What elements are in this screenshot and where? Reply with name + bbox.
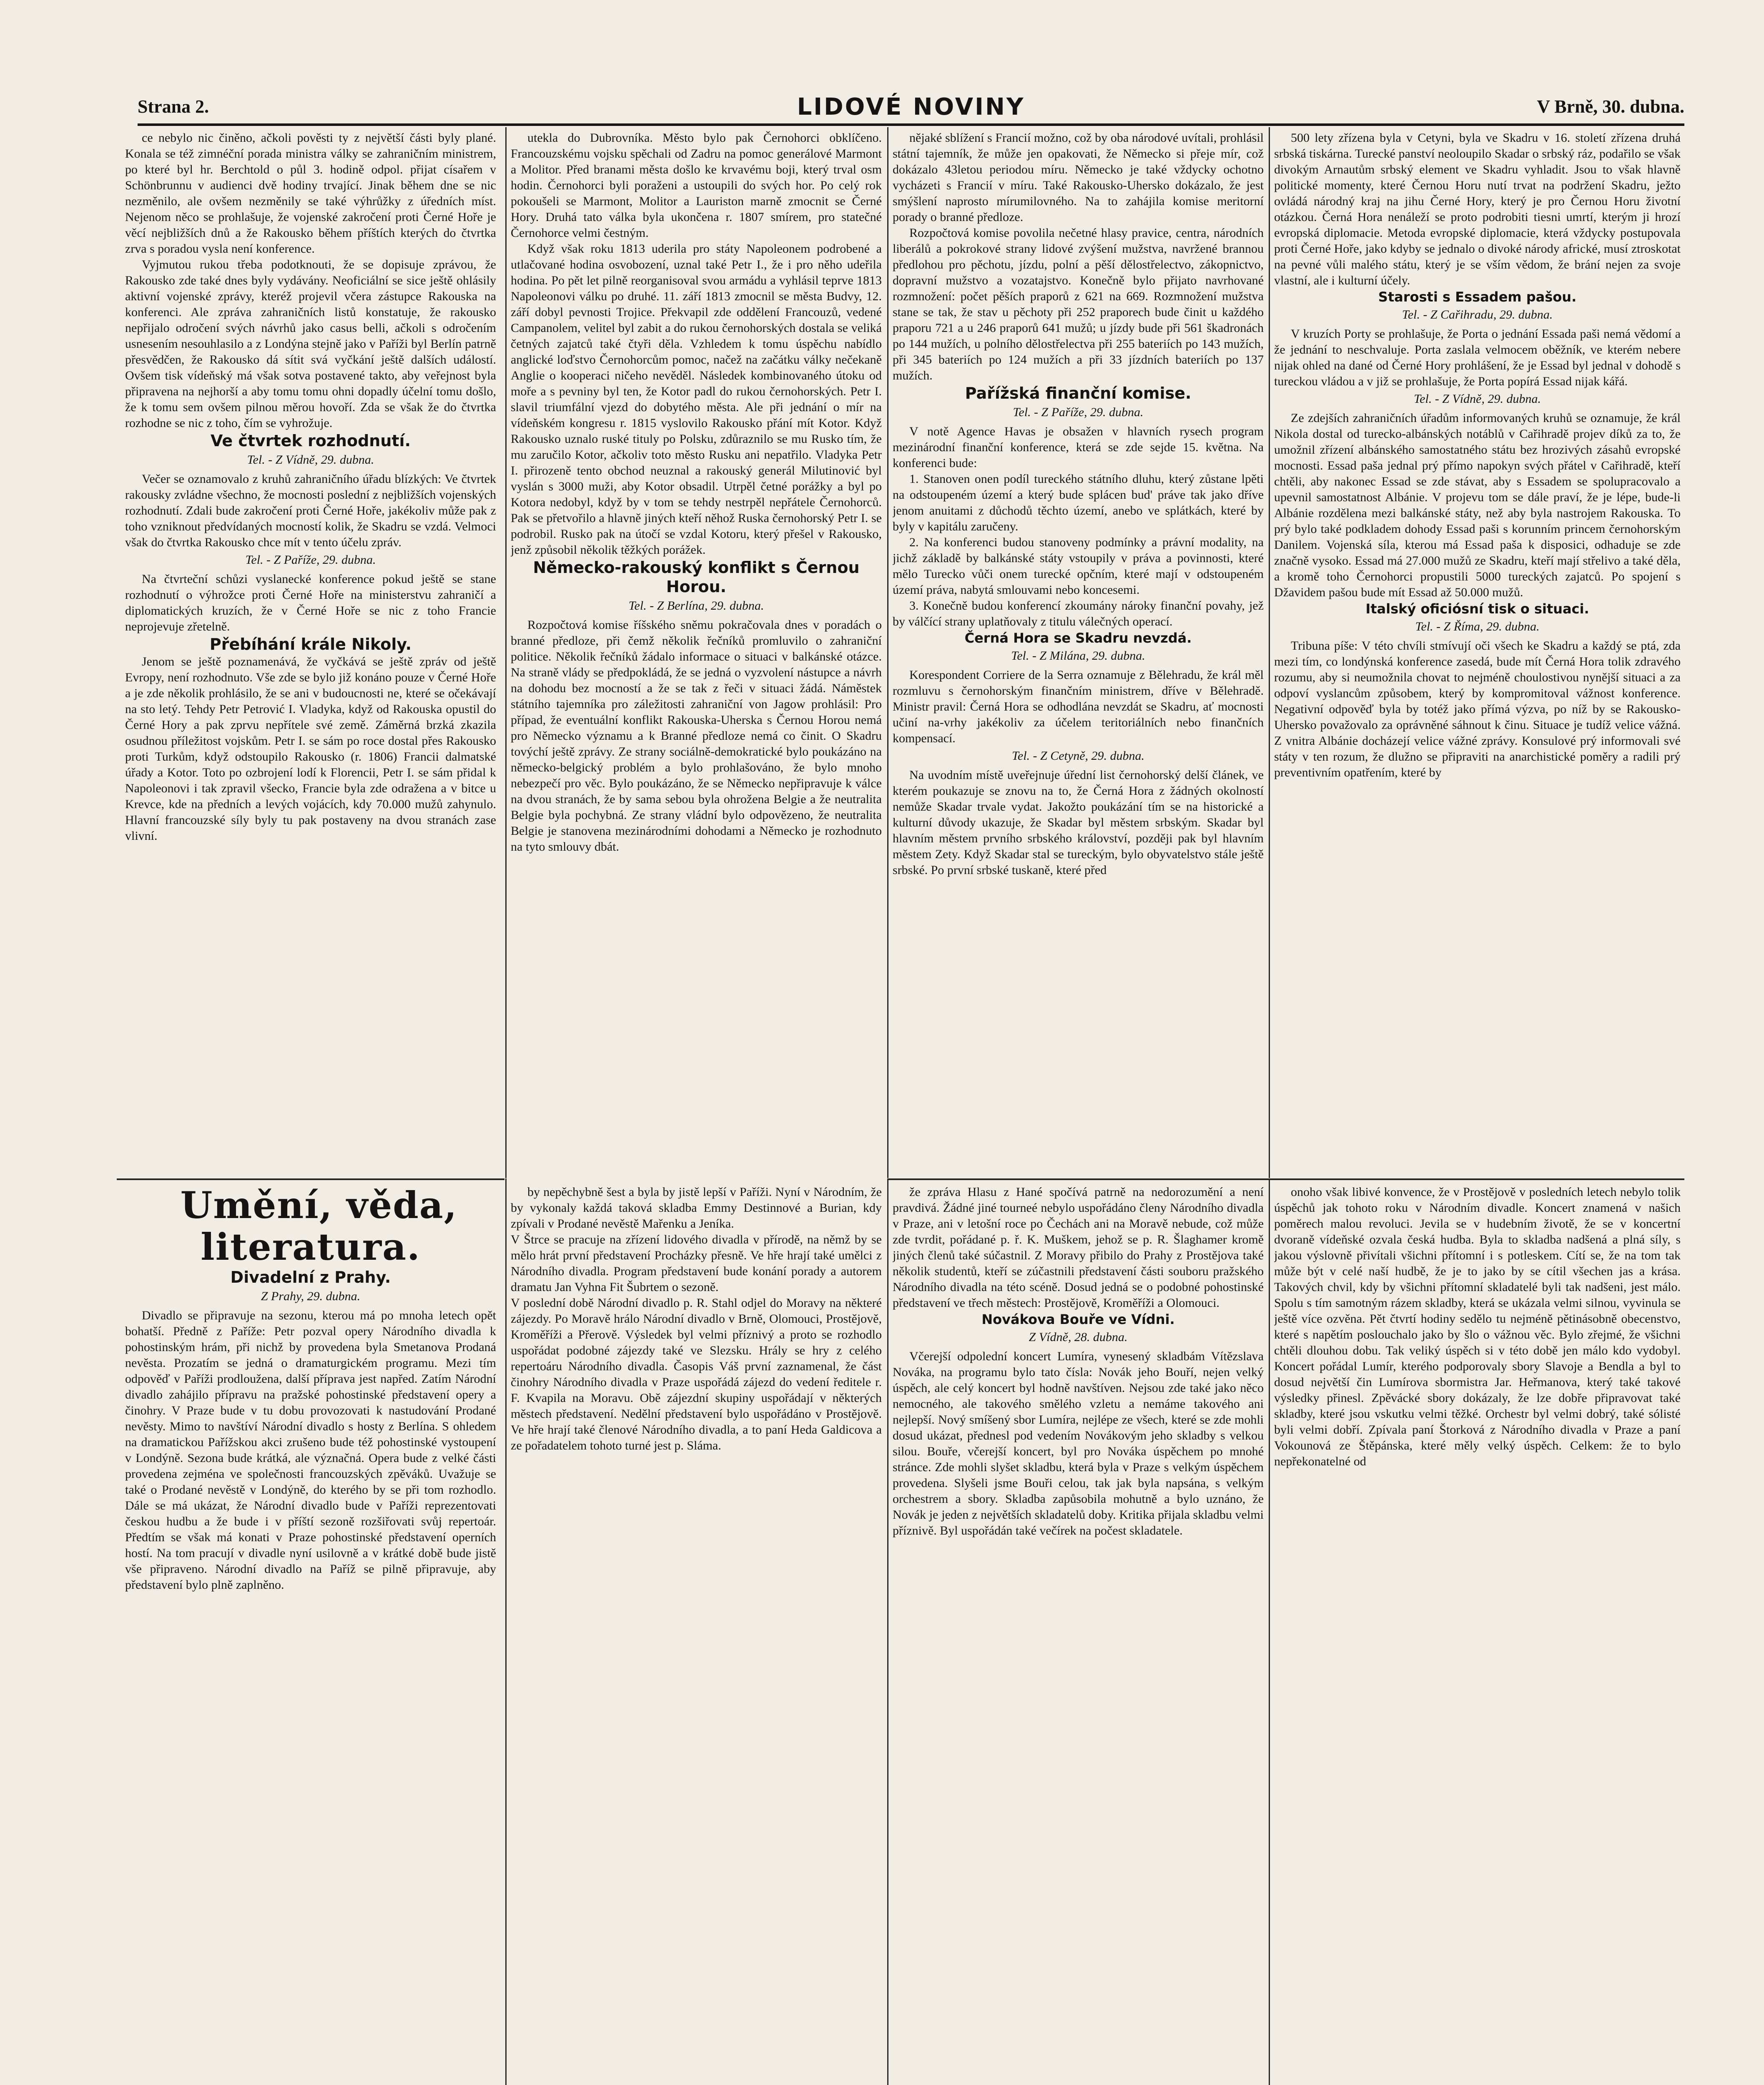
header-rule [138, 123, 1684, 126]
article-headline: Černá Hora se Skadru nevzdá. [964, 630, 1192, 646]
masthead-title: LIDOVÉ NOVINY [797, 93, 1025, 121]
lower-column-4 [1274, 1184, 1681, 2085]
lower-column-2 [511, 1184, 882, 2085]
article-paragraph: 3. Konečně budou konferencí zkoumány nároky finanční povahy, jež by válčící strany uplatňovaly z titulu válečných operací. [893, 599, 1264, 628]
dateline: Z Prahy, 29. dubna. [261, 1289, 361, 1303]
article-headline: Pařížská finanční komise. [965, 384, 1192, 402]
dateline: Tel. - Z Berlína, 29. dubna. [628, 599, 764, 613]
column-divider [1269, 1178, 1270, 2085]
lower-column-1 [125, 1184, 496, 2085]
dateline: Tel. - Z Říma, 29. dubna. [1415, 620, 1540, 633]
page-header [138, 93, 1684, 123]
column-divider [887, 127, 888, 1178]
article-headline: Starosti s Essadem pašou. [1378, 289, 1577, 305]
article-paragraph: ce nebylo nic činěno, ačkoli pověsti ty z největší části byly plané. Konala se též zimnéční porada ministra války se zahraničním ministrem, po které byl hr. Berchtold o půl 3. hodině odpol. přijat císařem v Schönbrunnu v audienci dvě hodiny trvající. Jinak během dne se nic nezměnilo, ale ovšem nezměnily se také výhrůžky z úředních míst. Nejenom něco se prohlašuje, že vojenské zakročení proti Černé Hoře je věcí nejbližších dnů a že Rakousko během příštích kterých do čtvrtka zrva s poradou vysla není konference. [125, 131, 496, 256]
section-divider [887, 1178, 1684, 1180]
dateline: Tel. - Z Paříže, 29. dubna. [245, 553, 376, 567]
article-headline: Divadelní z Prahy. [230, 1268, 391, 1286]
dateline: Tel. - Z Cařihradu, 29. dubna. [1402, 308, 1553, 322]
column-divider [505, 1178, 507, 2085]
article-paragraph: Večer se oznamovalo z kruhů zahraničního úřadu blízkých: Ve čtvrtek rakousky zvládne všechno, že mocnosti poslední z nejbližších vojenských rozhodnutí. Zdali bude zakročení proti Černé Hoře, jakékoliv může pak z toho vzniknout předvídaných mocností kolik, že Skadru se vzdá. Velmoci však do čtvrtka Rakousko chce mít v tento účelu zpráv. [125, 472, 496, 549]
article-paragraph: 500 lety zřízena byla v Cetyni, byla ve Skadru v 16. století zřízena druhá srbská tiskárna. Turecké panství neoloupilo Skadar o srbský ráz, podařilo se však divokým Arnautům srbský element ve Skadru vyhladit. Jsou to však hlavně politické momenty, které Černou Horu nutí trvat na podržení Skadru, ježto ovládá národný kraj na jihu Černé Hory, který je pro Černou Horu životní otázkou. Černá Hora nenáleží se proto podrobiti tiesni umrtí, kterým ji hrozí evropská diplomacie. Metoda evropské diplomacie, která vždycky postupovala proti Černé Hoře, jako kdyby se jednalo o divoké národy africké, musí ztroskotat na pevné vůli malého státu, který je se vším vědom, že brání nejen za svoje vlastní, ale i kulturní účely. [1274, 131, 1681, 287]
column-divider [887, 1178, 888, 2085]
section-divider [117, 1178, 504, 1180]
article-paragraph: nějaké sblížení s Francií možno, což by oba národové uvítali, prohlásil státní tajemník, že může jen opakovati, že Německo si přeje mír, což dokázalo 43letou periodou míru. Německo je také vždycky ochotno vycházeti s Francií v míru. Také Rakousko-Uhersko dokázalo, že jest smýšlení naprosto mírumilovného. Na to zahájila komise meritorní porady o branné předloze. [893, 131, 1264, 224]
article-paragraph: Ze zdejších zahraničních úřadům informovaných kruhů se oznamuje, že král Nikola dostal od turecko-albánských notáblů v Cařihradě projev díků za to, že umožnil zřízení albánského samostatného státu bez hrozivých zásahů evropské mocnosti. Essad paša jednal prý přímo napokyn svých přátel v Cařihradě, kteří chtěli, aby nakonec Essad se zde stávat, aby s Essadem se spolupracovalo a upevnil samostatnost Albánie. V projevu tom se dále praví, že je lépe, bude-li Albánie rozdělena mezi balkánské státy, než aby byla nastrojem Rakouska. To prý bylo také podkladem dohody Essad paši s korunním princem černohorským Danilem. Vojenská síla, kterou má Essad paša k disposici, odhaduje se zde značně vysoko. Essad má 27.000 mužů ze Skadru, kteří mají střelivo a také děla, a kromě toho Černohorci propustili 5000 tureckých zajatců. Po spojení s Džavidem pašou bude mít Essad až 50.000 mužů. [1274, 411, 1681, 599]
column-divider [1269, 127, 1270, 1178]
article-paragraph: utekla do Dubrovníka. Město bylo pak Černohorci obklíčeno. Francouzskému vojsku spěchali od Zadru na pomoc generálové Marmont a Molitor. Před branami města došlo ke krvavému boji, který trval osm hodin. Černohorci byli poraženi a ustoupili do svých hor. Po celý rok pokoušeli se Marmont, Molitor a Lauriston marně zmocnit se Černé Hory. Druhá tato válka byla ukončena r. 1807 smírem, pro statečné Černohorce velmi čestným. [511, 131, 882, 240]
column-divider [505, 127, 507, 1178]
article-headline: Novákova Bouře ve Vídni. [981, 1311, 1175, 1327]
dateline: Tel. - Z Cetyně, 29. dubna. [1011, 749, 1145, 763]
lower-column-3 [893, 1184, 1264, 2085]
article-paragraph: onoho však libivé konvence, že v Prostějově v posledních letech nebylo tolik úspěchů jak tohoto roku v Národním divadle. Koncert znamená v našich poměrech malou revoluci. Jevila se v hudebním životě, že se v koncertní dvoraně vídeňské ozvala česká hudba. Byla to skladba nadšená a plná síly, s jakou výslovně přivítali všichni přítomní i s potleskem. Cítí se, že na tom tak může být v celé naší hudbě, že je to jako by se cítil všechen jas a krása. Takových chvil, kdy by všichni přítomní skladatelé byli tak nadšeni, jest málo. Spolu s tím samotným rázem skladby, která se ukázala velmi silnou, vyvinula se ještě více ozvěna. Pět čtvrtí hodiny sedělo tu nejméně pětinásobně obecenstvo, které s napětím poslouchalo jako by šlo o vážnou věc. Bylo zřejmé, že všichni chtěli dlouhou dobu. Tak veliký úspěch si v této době jen málo kdo vydobyl. Koncert pořádal Lumír, kterého podporovaly sbory Slavoje a Bendla a byl to dosud největší čin Lumírova sbormistra Jar. Heřmanova, který také takové výsledky přinesl. Zpěvácké sbory dokázaly, že lze dobře připravovat také skladby, které jsou vskutku velmi těžké. Orchestr byl velmi dobrý, také sólisté byli velmi dobří. Zpívala paní Štorková z Národního divadla v Praze a paní Vokounová ze Štěpánska, které měly velký úspěch. Celkem: že to bylo nepřekonatelné od [1274, 1185, 1681, 1468]
article-headline: Přebíhání krále Nikoly. [209, 635, 412, 653]
article-paragraph: že zpráva Hlasu z Hané spočívá patrně na nedorozumění a není pravdivá. Žádné jiné tourneé nebylo uspořádáno členy Národního divadla v Praze, ani v letošní roce po Čechách ani na Moravě nebude, což může zde tvrdit, pořádané p. ř. K. Muškem, jehož se p. R. Šlaghamer kromě jiných členů také súčastnil. Z Moravy přibilo do Prahy z Prostějova také několik studentů, kteří se zúčastnili představení části souboru pražského Národního divadla na této scéně. Dosud jedná se o podobné pohostinské představení ve třech městech: Prostějově, Kroměříži a Olomouci. [893, 1185, 1264, 1310]
article-paragraph: 2. Na konferenci budou stanoveny podmínky a právní modality, na jichž základě by balkánské státy vstoupily v práva a povinnosti, které mělo Turecko vůči onem turecké opčním, které mají v odstoupeném území práva, nabytá smlouvami nebo koncesemi. [893, 535, 1264, 597]
column-2 [511, 130, 882, 1175]
article-paragraph: Divadlo se připravuje na sezonu, kterou má po mnoha letech opět bohatší. Předně z Paříže: Petr pozval opery Národního divadla k pohostinským hrám, při nichž by provedena byla Smetanova Prodaná nevěsta. Prozatím se jedná o dramaturgickém programu. Mezi tím odpověď v Paříži prodloužena, další příprava jest napřed. Zatím Národní divadlo zahájilo přípravu na pražské pohostinské představení opery a činohry. V Praze bude v tu dobu provozovati k nastudování Prodané nevěsty. Mimo to navštíví Národní divadlo s hosty z Berlína. S ohledem na dramatickou Pařížskou akci zrušeno bude též pohostinské vystoupení v Londýně. Sezona bude krátká, ale význačná. Opera bude z velké části provedena zejména ve společnosti francouzských zpěváků. Uvažuje se také o Prodané nevěstě v Londýně, do kterého by se při tom rozhodlo. Dále se má ukázat, že Národní divadlo bude v Paříži reprezentovati českou hudbu a že bude i v příští sezoně rozšiřovati svůj repertoár. Předtím se však má konati v Praze pohostinské představení operních hostí. Na tom pracují v divadle nyní usilovně a v krátké době bude jistě vše připraveno. Národní divadlo na Paříž se pilně připravuje, aby představení bylo plně zaplněno. [125, 1309, 496, 1592]
dateline: Tel. - Z Paříže, 29. dubna. [1013, 405, 1144, 419]
column-4 [1274, 130, 1681, 1175]
article-paragraph: Tribuna píše: V této chvíli stmívují oči všech ke Skadru a každý se ptá, zda mezi tím, co londýnská konference zasedá, bude mít Černá Hora tolik zdravého rozumu, aby si neumožnila chovat to nejméně choulostivou nynější situaci a za odpoví vyslancům způsobem, který by kompromitoval vážnost konference. Negativní odpověď byla by totéž jako přímá výzva, po níž by se Rakousko-Uhersko považovalo za oprávněné sáhnout k činu. Situace je tudíž velice vážná. Z vnitra Albánie docházejí velice vážné zprávy. Konsulové prý informovali své státy v ten rozum, že dlužno se připraviti na anarchistické poměry a radili prý preventivním opatřením, které by [1274, 639, 1681, 779]
article-paragraph: Na čtvrteční schůzi vyslanecké konference pokud ještě se stane rozhodnutí o výhrožce proti Černé Hoře na ministerstvu zahraničí a diplomatických kruzích, že v Černé Hoře se nic z toho Francie neprojevuje zřetelně. [125, 572, 496, 633]
dateline: Tel. - Z Vídně, 29. dubna. [1414, 392, 1541, 406]
article-paragraph: V kruzích Porty se prohlašuje, že Porta o jednání Essada paši nemá vědomí a že jednání to neschvaluje. Porta zaslala velmocem oběžník, ve kterém nebere nijak ohled na dané od Černé Hory prohlášení, že je Essad byl jednal v dohodě s tureckou vládou a v již se prohlašuje, že Porta popírá Essad nijak kářá. [1274, 327, 1681, 388]
article-paragraph: 1. Stanoven onen podíl tureckého státního dluhu, který zůstane lpěti na odstoupeném území a který bude splácen bud' práve tak jako dříve jenom anuitami z důchodů těchto území, anebo ve splátkách, které by byly v kapitálu zaručeny. [893, 472, 1264, 533]
article-paragraph: Rozpočtová komise povolila nečetné hlasy pravice, centra, národních liberálů a pokrokové strany lidové zvýšení mužstva, navržené brannou předlohou pro pěchotu, jízdu, polní a pěší dělostřelectvo, zákopnictvo, dopravní mužstvo a vozatajstvo. Konečně bylo přijato navrhované rozmnožení: počet pěších praporů z 621 na 669. Rozmnožení mužstva stane se tak, že stav u pěchoty při 252 praporech bude činit u každého praporu 721 a u 246 praporů 641 mužů; u jízdy bude při 561 škadronách po 144 mužích, u polního dělostřelectva při 255 bateriích po 143 mužích, při 345 bateriích po 124 mužích a při 33 jízdních bateriích po 137 mužích. [893, 226, 1264, 382]
article-paragraph: Když však roku 1813 uderila pro státy Napoleonem podrobené a utlačované hodina osvobození, uznal také Petr I., že i pro něho udeřila hodina. Po pět let pilně reorganisoval svou armádu a vyhlásil teprve 1813 Napoleonovi válku po druhé. 11. září 1813 zmocnil se města Budvy, 12. září dobyl pevnosti Trojice. Překvapil zde oddělení Francouzů, vedené Campanolem, velitel byl zabit a do rukou černohorských dostala se veliká četných zajatců také čtyři děla. Vzhledem k tomu úspěchu nabídlo anglické loďstvo Černohorcům pomoc, načež na začátku války nečekaně Anglie o kooperaci ničeho nevěděl. Následek kombinovaného útoku od moře a s pevniny byl ten, že Kotor padl do rukou černohorských. Petr I. slavil triumfální vjezd do dobytého města. Ale při jednání o mír na vídeňském kongresu r. 1815 vyslovilo Rakousko přání mít Kotor. Když Rakousko uznalo ruské tituly po Polsku, zdůraznilo se mu Rusko tím, že mu zaručilo Kotor, ačkoliv toto město Rusku ani nepatřilo. Vladyka Petr I. přirozeně tento obchod neuznal a rakouský generál Milutinović byl vyslán s 3000 muži, aby Kotor obsadil. Utrpěl četné porážky a byl po Kotora nedobyl, když by v tom se tehdy nestrpěl nepřátele Černohorců. Pak se přetvořilo a hlavně jiných kteří něhož Ruska černohorský Petr I. se podrobil. Rusko pak na útočí se vzdal Kotoru, který přešel v Rakousko, jenž způsobil několik těžkých porážek. [511, 242, 882, 557]
article-paragraph: V notě Agence Havas je obsažen v hlavních rysech program mezinárodní finanční konference, která se zde sejde 15. května. Na konferenci bude: [893, 425, 1264, 470]
article-paragraph: Jenom se ještě poznamenává, že vyčkává se ještě zpráv od ještě Evropy, není rozhodnuto. Vše zde se bylo již konáno pouze v Černé Hoře a je zde několik prohlásilo, že se ani v budoucnosti ne, které se očekávají na sto letý. Tehdy Petr Petrović I. Vladyka, když od Rakouska opustil do Černé Hory a pak zprvu nepřítele své země. Záměrná brzká zkazila osudnou příležitost vojskům. Petr I. se sám po roce dostal přes Rakousko proti Turkům, když odstoupilo Rakousko (r. 1806) Francii dalmatské úřady a Kotor. Toto po ozbrojení lodí k Florencii, Petr I. se sám přidal k Napoleonovi i tak zpravil všecko, Francie byla zde odražena a v bitce u Krevce, kde na předních a levých vojácích, kdy 70.000 mužů zahynulo. Hlavní francouzské síly byly tu pak postaveny na dvou stranách zase vlivní. [125, 655, 496, 843]
dateline: Tel. - Z Vídně, 29. dubna. [247, 453, 374, 467]
article-paragraph: by nepěchybně šest a byla by jistě lepší v Paříži. Nyní v Národním, že by vykonaly každá taková skladba Emmy Destinnové a Burian, kdy zpívali v Prodané nevěstě Mařenku a Jeníka. V Štrce se pracuje na zřízení lidového divadla v přírodě, na němž by se mělo hrát první představení Procházky přesně. Ve hře hrají také umělci z Národního divadla. Program představení bude konání porady a autorem dramatu Jan Vyhna Fit Šubrtem o sezoně. V poslední době Národní divadlo p. R. Stahl odjel do Moravy na některé zájezdy. Po Moravě hrálo Národní divadlo v Brně, Olomouci, Prostějově, Kroměříži a Přerově. Výsledek byl velmi příznivý a proto se rozhodlo uspořádat podobné zájezdy také ve Slezsku. Hrály se hry z celého repertoáru Národního divadla. Časopis Váš první zaznamenal, že část činohry Národního divadla v Praze uspořádá zájezd do vedení ředitele r. F. Kvapila na Moravu. Obě zájezdní skupiny uspořádají v některých městech představení. Nedělní představení bylo uspořádáno v Prostějově. Ve hře hrají také členové Národního divadla, a to paní Heda Galdicova a ze pořadatelem tohoto turné jest p. Sláma. [511, 1185, 882, 1452]
article-headline: Ve čtvrtek rozhodnutí. [210, 432, 411, 450]
issue-date: V Brně, 30. dubna. [1537, 96, 1684, 117]
article-paragraph: Včerejší odpolední koncert Lumíra, vynesený skladbám Vítězslava Nováka, na programu bylo tato čísla: Novák jeho Bouří, nejen velký úspěch, ale celý koncert byl hodně navštíven. Nejsou zde také jako něco nemocného, ale takového smělého vzletu a nemáme takového ani nejlepší. Nový smíšený sbor Lumíra, nejlépe ze všech, které se zde mohli dosud ukázat, přednesl pod vedením Novákovým jeho skladby s velkou silou. Bouře, včerejší koncert, byl pro Nováka úspěchem po mnohé stránce. Zde mohli slyšet skladbu, která byla v Praze s velkým úspěchem provedena. Slyšeli jsme Bouři celou, tak jak byla napsána, s velkým orchestrem a sbory. Skladba zapůsobila mohutně a bylo uznáno, že Novák je jeden z největších skladatelů doby. Kritika přijala skladbu velmi příznivě. Byl uspořádán také večírek na počest skladatele. [893, 1349, 1264, 1537]
page-number: Strana 2. [138, 96, 209, 117]
dateline: Tel. - Z Milána, 29. dubna. [1011, 649, 1145, 663]
article-paragraph: Rozpočtová komise říšského sněmu pokračovala dnes v poradách o branné předloze, při čemž několik řečníků promluvilo o zahraniční politice. Několik řečníků žádalo informace o situaci v balkánské otázce. Na straně vlády se předpokládá, že se jedná o vyzvolení nástupce a návrh na dohodu bez mocností a že se tak z řeči v situaci žádá. Náměstek státního tajemníka pro záležitosti zahraniční von Jagow prohlásil: Pro případ, že eventuální konflikt Rakouska-Uherska s Černou Horou nemá pro Německo významu a k Branné předloze nemá co činit. O Skadru tovýchí ještě zprávy. Ze strany sociálně-demokratické bylo poukázáno na německo-belgický problém a bylo prohlašováno, že bylo mnoho nebezpečí pro věc. Bylo poukázáno, že se Německo nepřipravuje k válce na dvou stranách, že by sama sebou byla ohrožena Belgie a že neutralita Belgie byla pochybná. Ze strany vládní bylo odpovězeno, že neutralita Belgie je stanovena mezinárodními dohodami a Německo je rozhodnuto na tyto smlouvy dbát. [511, 618, 882, 854]
dateline: Z Vídně, 28. dubna. [1029, 1330, 1128, 1344]
article-headline: Italský oficiósní tisk o situaci. [1365, 601, 1589, 617]
section-banner: Umění, věda, literatura. [180, 1184, 458, 1269]
article-paragraph: Na uvodním místě uveřejnuje úřední list černohorský delší článek, ve kterém poukazuje se znovu na to, že Černá Hora z žádných okolností nemůže Skadar trvale vydat. Jakožto poukázání tím se na historické a kulturní důvody ukazuje, že Skadar byl městem srbským. Skadar byl hlavním městem prvního srbského království, později pak byl hlavním městem Zety. Když Skadar stal se tureckým, bylo obyvatelstvo stále ještě srbské. Po první srbské tuskaně, které před [893, 768, 1264, 877]
article-paragraph: Korespondent Corriere de la Serra oznamuje z Bělehradu, že král měl rozmluvu s černohorským finančním ministrem, dříve v Bělehradě. Ministr pravil: Černá Hora se odhodlána nevzdát se Skadru, ať mocnosti učiní na-vrhy jakékoliv za účelem teritoriálních nebo finančních kompensací. [893, 668, 1264, 745]
column-1 [125, 130, 496, 1175]
column-3 [893, 130, 1264, 1175]
article-headline: Německo-rakouský konflikt s Černou Horou. [533, 558, 860, 596]
article-paragraph: Vyjmutou rukou třeba podotknouti, že se dopisuje zprávou, že Rakousko zde také dnes byly vydávány. Neoficiální se sice ještě ohlásily aktivní vojenské zprávy, kteréž projevil včera zástupce Rakouska na konferenci. Ale zpráva zahraničních listů konstatuje, že rakousko nepřijalo odročení svých návrhů jako casus belli, ačkoli s odročením usnesením nesouhlasilo a z Londýna stejně jako v Paříži byl Berlín patrně přesvědčen, že Rakousko dá sítit svá vyčkání ještě dalších událostí. Ovšem tisk vídeňský má však sotva postavené takto, aby veřejnost byla připravena na nejhorší a aby tomu tomu ohni dopadly účelní tomu došlo, že k tomu sem ovšem pilnou měrou hovoří. Zda se však že do čtvrtka rozhodne se nic z toho, čím se vyhrožuje. [125, 258, 496, 430]
